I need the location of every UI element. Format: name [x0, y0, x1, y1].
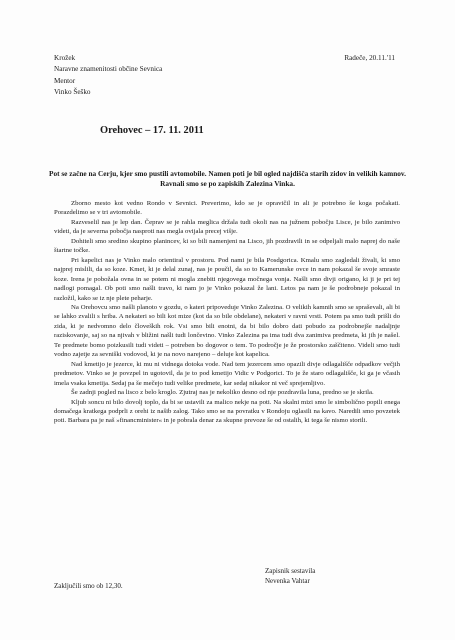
paragraph: Zborno mesto kot vedno Rondo v Sevnici. Preverimo, kdo se je opravičil in ali je potrebno še koga počakati. Porazdelimo se v tri avtomobile.: [54, 200, 400, 217]
signature-block: [265, 566, 315, 586]
closing-line: Zaključili smo ob 12,30.: [54, 582, 123, 590]
document-heading: Orehovec – 17. 11. 2011: [100, 125, 204, 136]
signature-label: Zapisnik sestavila: [265, 567, 316, 575]
letterhead-line: Mentor: [54, 76, 76, 85]
summary-subtitle: Pot se začne na Cerju, kjer smo pustili avtomobile. Namen poti je bil ogled najdišča starih zidov in velikih kamnov. Ravnali smo se po zapiskih Zalezina Vinka.: [48, 169, 406, 188]
paragraph: Kljub soncu ni bilo dovolj toplo, da bi se ustavili za malico nekje na poti. Na skalni mizi smo le simbolično popili enega domačega kratkega podprli z orehi iz našib zalog. Tako smo se na povratku v Rondoju oglasili na kavo. Naredili smo povzetek poti. Barbara pa je naš »financminister« in je pobrala denar za skupne prevoze še od ostalih, ki tega še nismo storili.: [54, 398, 400, 425]
paragraph: Dohiteli smo sredino skupino planincev, ki so bili namenjeni na Lisco, jih pozdravili in se odpeljali malo naprej do naše štartne točke.: [54, 237, 400, 255]
paragraph: Nad kmetijo je jezerce, ki mu ni vidnega dotoka vode. Nad tem jezercem smo opazili divje odlagališče odpadkov večjih predmetov. Vinko se je povzpel in ugotovil, da je to pod kmetijo Vidic v Podgorici. To je že staro odlagališče, ki ga je včasih imela vsaka kmetija. Sedaj pa še mečejo tudi velike predmete, kar sedaj nikakor ni več sprejemljivo.: [54, 360, 400, 387]
letterhead-line: Krožek: [54, 54, 76, 62]
report-body: [54, 199, 400, 426]
place-date: Radeče, 20.11.'11: [344, 54, 395, 62]
paragraph: Razveselil nas je lep dan. Čeprav se je rahla meglica držala tudi okoli nas na južnem pobočju Lisce, je bilo zanimivo videti, da je severna pobočja nasproti nas megla ovijala precej višje.: [54, 218, 400, 236]
letterhead: [54, 53, 162, 99]
paragraph: Na Orehovcu smo našli planoto v gozdu, o kateri pripoveduje Vinko Zalezina. O velikih kamnih smo se spraševali, ali bi se lahko zvalili s hriba. A nekateri so bili kot mize (kot da so bile obdelane), nekateri v ravni vrsti. Potem pa smo tudi prišli do zida, ki je nedvomno delo človeških rok. Vsi smo bili enotni, da bi bilo dobro dati pobudo za podrobnejše nadaljnje raziskovanje, saj so na njivah v bližini našli tudi lončevino. Vinko Zalezina pa ima tudi dva zanimiva predmeta, ki jih je našel. Te predmete bomo poizkusili tudi videti – potreben bo dogovor o tem. To področje je že prostorsko zaščiteno. Videli smo tudi vodno zajetje za sevniški vodovod, ki je na novo narejeno – deluje kot kapelica.: [54, 303, 400, 359]
paragraph: Pri kapelici nas je Vinko malo orientiral v prostoru. Pod nami je bila Posdgorica. Kmalu smo zagledali živali, ki smo najprej mislili, da so koze. Kmet, ki je delal zunaj, nas je poučil, da so to Kamerunske ovce in nam pokazal še svoje smraste koze. Irena je pobožala ovna in se potem ni mogla znebiti njegovega močnega vonja. Našli smo divji origano, ki ji je pri tej nadlogi pomagal. Ob poti smo našli travo, ki nam jo je Vinko pokazal že lani. Letos pa nam je še podrobneje pokazal in razložil, kako se iz nje plete peharje.: [54, 256, 400, 302]
letterhead-line: Naravne znamenitosti občine Sevnica: [54, 65, 163, 74]
signature-name: Nevenka Vahtar: [265, 577, 310, 585]
paragraph: Še zadnji pogled na lisco z belo kroglo. Zjutraj nas je nekoliko desno od nje pozdravila luna, predno se je skrila.: [71, 389, 374, 397]
letterhead-line: Vinko Šeško: [54, 88, 91, 97]
